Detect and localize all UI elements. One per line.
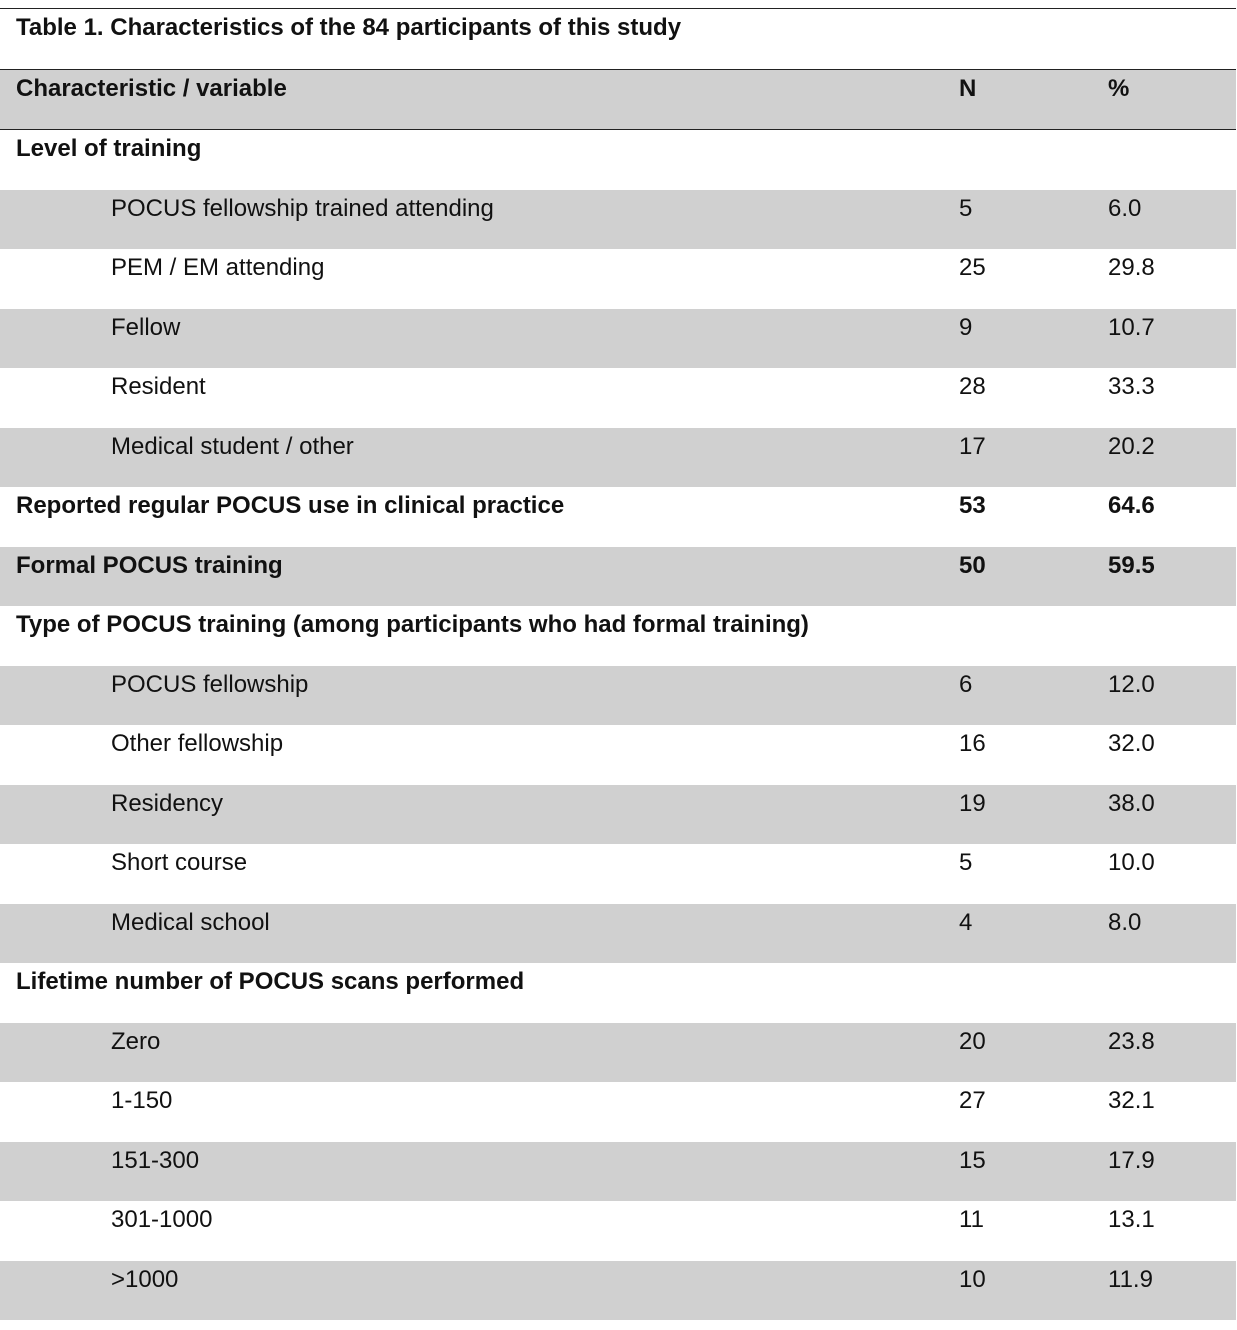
row-label: Medical student / other (111, 432, 354, 460)
row-percent: 11.9 (1108, 1265, 1153, 1293)
row-n: 9 (959, 313, 973, 341)
row-percent: 20.2 (1108, 432, 1155, 460)
table-row (0, 190, 1236, 250)
table-row (0, 666, 1236, 726)
table-row (0, 249, 1236, 309)
row-label: Short course (111, 849, 248, 876)
table-row (0, 368, 1236, 428)
table-header-row (0, 70, 1236, 130)
table-row (0, 1082, 1236, 1142)
row-percent: 17.9 (1108, 1146, 1155, 1174)
table-section-row (0, 547, 1236, 607)
row-n: 5 (959, 849, 973, 876)
row-label: POCUS fellowship trained attending (111, 194, 494, 222)
row-n: 10 (959, 1265, 986, 1293)
row-label: Formal POCUS training (16, 551, 283, 579)
row-percent: 64.6 (1108, 492, 1155, 519)
header-percent: % (1108, 75, 1130, 102)
table-row (0, 1261, 1236, 1321)
table-section-row (0, 487, 1236, 547)
table-section-row (0, 130, 1236, 190)
table-row (0, 844, 1236, 904)
row-percent: 29.8 (1108, 254, 1155, 281)
row-percent: 10.0 (1108, 849, 1155, 876)
row-n: 28 (959, 373, 986, 400)
table-row (0, 1142, 1236, 1202)
row-n: 19 (959, 789, 986, 817)
row-percent: 12.0 (1108, 670, 1155, 698)
row-percent: 6.0 (1108, 194, 1142, 222)
row-n: 5 (959, 194, 973, 222)
row-label: Medical school (111, 908, 270, 936)
table-body (0, 130, 1236, 1320)
row-n: 11 (959, 1206, 984, 1233)
row-percent: 33.3 (1108, 373, 1155, 400)
row-n: 50 (959, 551, 986, 579)
row-label: Zero (111, 1027, 161, 1055)
row-label: PEM / EM attending (111, 254, 325, 281)
row-percent: 10.7 (1108, 313, 1155, 341)
row-label: Residency (111, 789, 224, 817)
row-label: >1000 (111, 1265, 179, 1293)
row-n: 27 (959, 1087, 986, 1114)
row-label: Resident (111, 373, 206, 400)
row-percent: 8.0 (1108, 908, 1142, 936)
table-row (0, 785, 1236, 845)
table-caption: Table 1. Characteristics of the 84 participants of this study (16, 14, 682, 41)
header-characteristic: Characteristic / variable (16, 75, 287, 102)
row-label: Level of training (16, 135, 202, 162)
row-n: 16 (959, 730, 986, 757)
row-n: 6 (959, 670, 973, 698)
table-row (0, 1201, 1236, 1261)
row-label: Other fellowship (111, 730, 284, 757)
row-label: Lifetime number of POCUS scans performed (16, 968, 525, 995)
table-row (0, 1023, 1236, 1083)
row-n: 15 (959, 1146, 986, 1174)
row-label: Fellow (111, 313, 181, 341)
table-section-row (0, 606, 1236, 666)
row-percent: 32.0 (1108, 730, 1155, 757)
row-label: POCUS fellowship (111, 670, 309, 698)
table-row (0, 428, 1236, 488)
row-n: 53 (959, 492, 986, 519)
row-percent: 23.8 (1108, 1027, 1155, 1055)
table-caption-band (0, 8, 1236, 69)
row-label: 301-1000 (111, 1206, 213, 1233)
characteristics-table (0, 69, 1236, 1320)
row-n: 20 (959, 1027, 986, 1055)
row-label: 1-150 (111, 1087, 173, 1114)
row-label: Type of POCUS training (among participants who had formal training) (16, 611, 809, 638)
table-section-row (0, 963, 1236, 1023)
row-n: 25 (959, 254, 986, 281)
row-percent: 38.0 (1108, 789, 1155, 817)
row-percent: 32.1 (1108, 1087, 1155, 1114)
row-n: 17 (959, 432, 986, 460)
row-label: Reported regular POCUS use in clinical practice (16, 492, 565, 519)
row-label: 151-300 (111, 1146, 200, 1174)
row-n: 4 (959, 908, 973, 936)
table-row (0, 725, 1236, 785)
row-percent: 13.1 (1108, 1206, 1155, 1233)
header-n: N (959, 75, 977, 102)
table-row (0, 309, 1236, 369)
row-percent: 59.5 (1108, 551, 1155, 579)
table-row (0, 904, 1236, 964)
